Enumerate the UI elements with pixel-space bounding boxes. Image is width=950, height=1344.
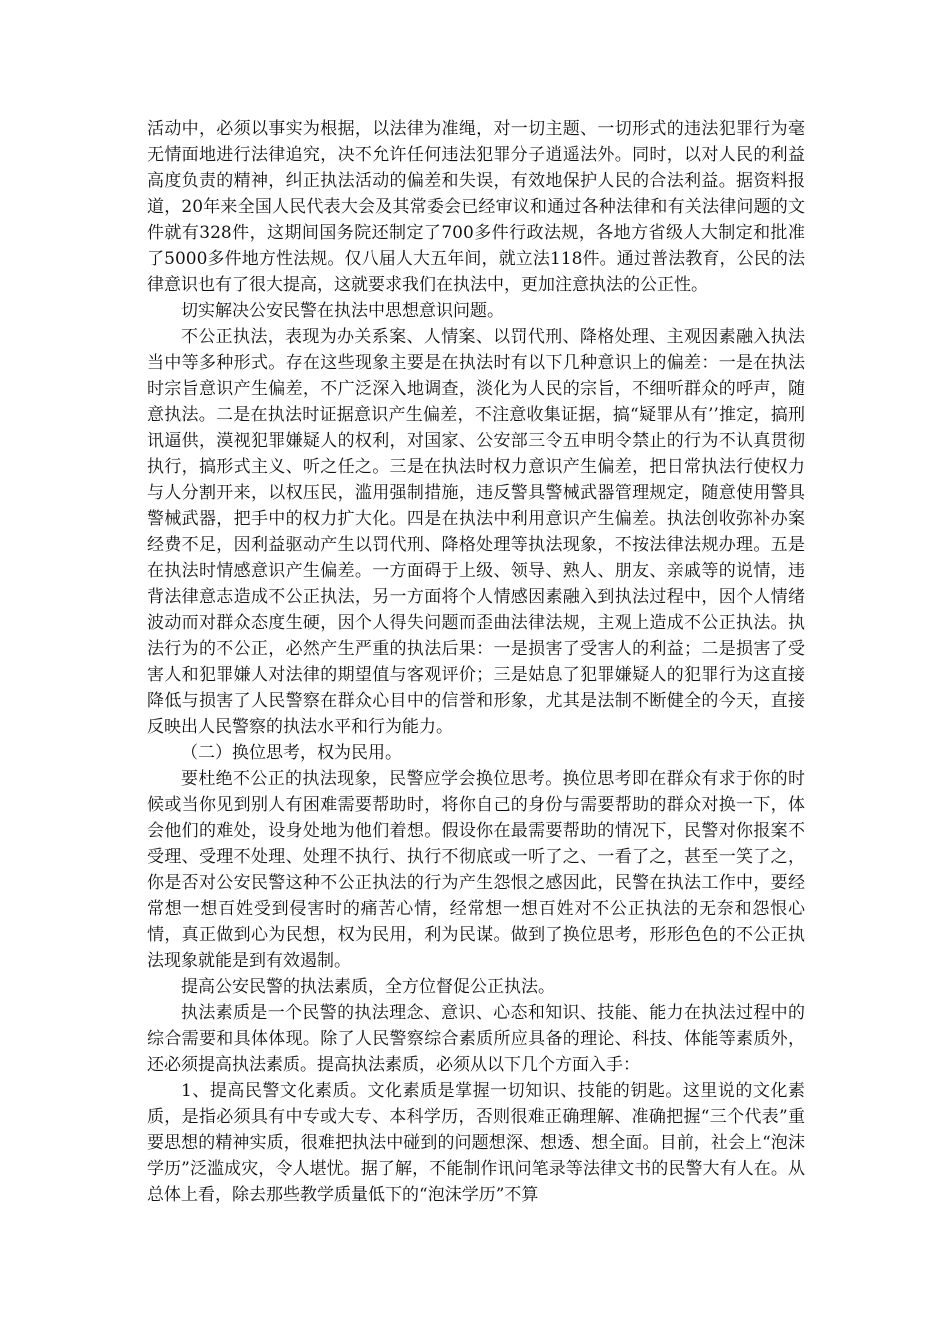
paragraph-unfair-enforcement: 不公正执法，表现为办关系案、人情案、以罚代刑、降格处理、主观因素融入执法当中等多种形式。存在这些现象主要是在执法时有以下几种意识上的偏差：一是在执法时宗旨意识产生偏差，不广泛深入地调查，淡化为人民的宗旨，不细听群众的呼声，随意执法。二是在执法时证据意识产生偏差，不注意收集证据，搞“疑罪从有’’推定，搞刑讯逼供，漠视犯罪嫌疑人的权利，对国家、公安部三令五申明令禁止的行为不认真贯彻执行，搞形式主义、听之任之。三是在执法时权力意识产生偏差，把日常执法行使权力与人分割开来，以权压民，滥用强制措施，违反警具警械武器管理规定，随意使用警具警械武器，把手中的权力扩大化。四是在执法中利用意识产生偏差。执法创收弥补办案经费不足，因利益驱动产生以罚代刑、降格处理等执法现象，不按法律法规办理。五是在执法时情感意识产生偏差。一方面碍于上级、领导、熟人、朋友、亲戚等的说情，违背法律意志造成不公正执法，另一方面将个人情感因素融入到执法过程中，因个人情绪波动而对群众态度生硬，因个人得失问题而歪曲法律法规，主观上造成不公正执法。执法行为的不公正，必然产生严重的执法后果：一是损害了受害人的利益；二是损害了受害人和犯罪嫌人对法律的期望值与客观评价；三是姑息了犯罪嫌疑人的犯罪行为这直接降低与损害了人民警察在群众心目中的信誉和形象，尤其是法制不断健全的今天，直接反映出人民警察的执法水平和行为能力。	[147, 327, 805, 737]
paragraph-1: 活动中，必须以事实为根据，以法律为准绳，对一切主题、一切形式的违法犯罪行为毫无情面地进行法律追究，决不允许任何违法犯罪分子逍遥法外。同时，以对人民的利益高度负责的精神，纠正执法活动的偏差和失误，有效地保护人民的合法利益。据资料报道，20年来全国人民代表大会及其常委会已经审议和通过各种法律和有关法律问题的文件就有328件，这期间国务院还制定了700多件行政法规，各地方省级人大制定和批准了5000多件地方性法规。仅八届人大五年间，就立法118件。通过普法教育，公民的法律意识也有了很大提高，这就要求我们在执法中，更加注意执法的公正性。	[147, 119, 805, 295]
paragraph-empathy: 要杜绝不公正的执法现象，民警应学会换位思考。换位思考即在群众有求于你的时候或当你见到别人有困难需要帮助时，将你自己的身份与需要帮助的群众对换一下，体会他们的难处，设身处地为他们着想。假设你在最需要帮助的情况下，民警对你报案不受理、受理不处理、处理不执行、执行不彻底或一听了之、一看了之，甚至一笑了之，你是否对公安民警这种不公正执法的行为产生怨恨之感因此，民警在执法工作中，要经常想一想百姓受到侵害时的痛苦心情，经常想一想百姓对不公正执法的无奈和怨恨心情，真正做到心为民想，权为民用，利为民谋。做到了换位思考，形形色色的不公正执法现象就能是到有效遏制。	[147, 769, 805, 971]
section-heading-empathy: （二）换位思考，权为民用。	[181, 743, 402, 763]
paragraph-culture: 1、提高民警文化素质。文化素质是掌握一切知识、技能的钥匙。这里说的文化素质，是指必须具有中专或大专、本科学历，否则很难正确理解、准确把握“三个代表”重要思想的精神实质，很难把执法中碰到的问题想深、想透、想全面。目前，社会上“泡沫学历”泛滥成灾，令人堪忧。据了解，不能制作讯问笔录等法律文书的民警大有人在。从总体上看，除去那些教学质量低下的“泡沫学历”不算	[147, 1081, 805, 1205]
document-page	[147, 116, 805, 1208]
paragraph-quality: 执法素质是一个民警的执法理念、意识、心态和知识、技能、能力在执法过程中的综合需要和具体体现。除了人民警察综合素质所应具备的理论、科技、体能等素质外，还必须提高执法素质。提高执法素质，必须从以下几个方面入手：	[147, 1003, 805, 1075]
section-heading-quality: 提高公安民警的执法素质，全方位督促公正执法。	[181, 977, 555, 997]
section-heading-thinking: 切实解决公安民警在执法中思想意识问题。	[181, 301, 504, 321]
